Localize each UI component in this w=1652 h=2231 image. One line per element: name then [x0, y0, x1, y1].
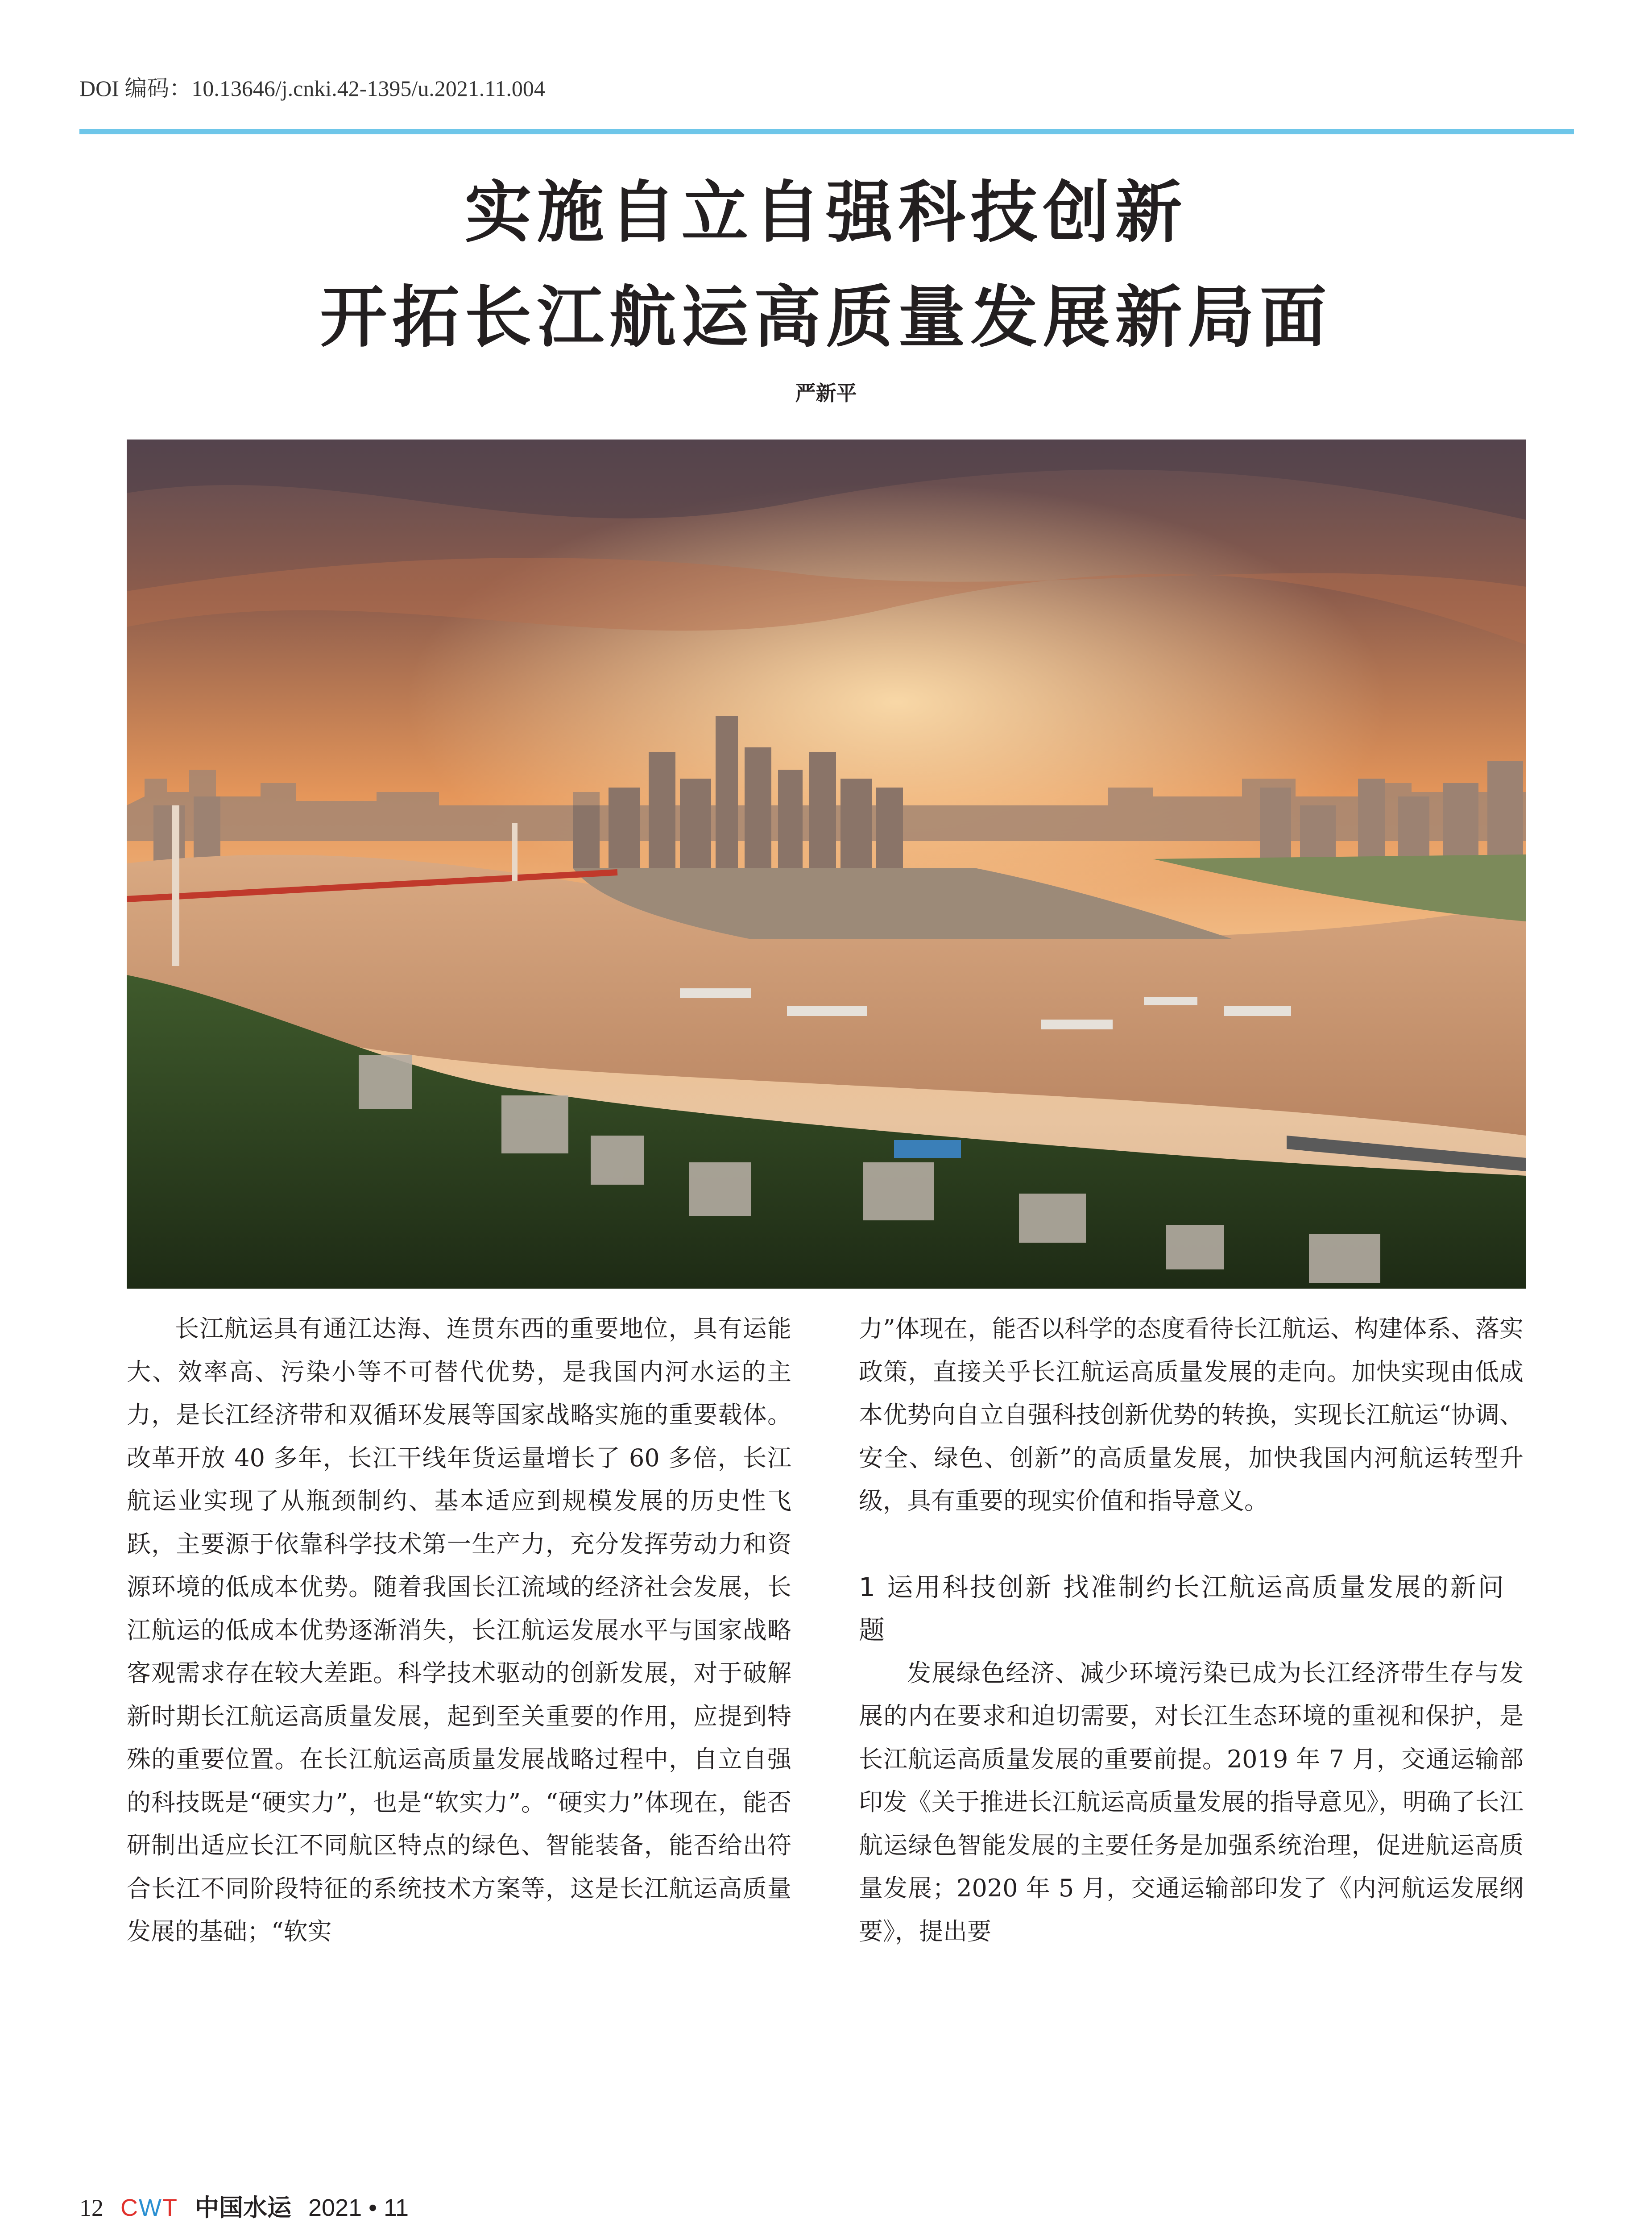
- cwt-logo-t: T: [162, 2194, 178, 2221]
- cwt-logo: [120, 2194, 178, 2222]
- issue-number: 2021 • 11: [308, 2194, 409, 2221]
- yangtze-city-photo: [127, 440, 1526, 1289]
- body-paragraph: 长江航运具有通江达海、连贯东西的重要地位，具有运能大、效率高、污染小等不可替代优势，是我国内河水运的主力，是长江经济带和双循环发展等国家战略实施的重要载体。改革开放 40 多年，长江干线年货运量增长了 60 多倍，长江航运业实现了从瓶颈制约、基本适应到规模发展的历史性飞跃，主要源于依靠科学技术第一生产力，充分发挥劳动力和资源环境的低成本优势。随着我国长江流域的经济社会发展，长江航运的低成本优势逐渐消失，长江航运发展水平与国家战略客观需求存在较大差距。科学技术驱动的创新发展，对于破解新时期长江航运高质量发展，起到至关重要的作用，应提到特殊的重要位置。在长江航运高质量发展战略过程中，自立自强的科技既是“硬实力”，也是“软实力”。“硬实力”体现在，能否研制出适应长江不同航区特点的绿色、智能装备，能否给出符合长江不同阶段特征的系统技术方案等，这是长江航运高质量发展的基础；“软实: [127, 1315, 791, 1945]
- body-paragraph: 力”体现在，能否以科学的态度看待长江航运、构建体系、落实政策，直接关乎长江航运高质量发展的走向。加快实现由低成本优势向自立自强科技创新优势的转换，实现长江航运“协调、安全、绿色、创新”的高质量发展，加快我国内河航运转型升级，具有重要的现实价值和指导意义。: [859, 1315, 1524, 1515]
- header-rule: [79, 129, 1574, 134]
- body-paragraph: 发展绿色经济、减少环境污染已成为长江经济带生存与发展的内在要求和迫切需要，对长江生态环境的重视和保护，是长江航运高质量发展的重要前提。2019 年 7 月，交通运输部印发《关于推进长江航运高质量发展的指导意见》，明确了长江航运绿色智能发展的主要任务是加强系统治理，促进航运高质量发展；2020 年 5 月，交通运输部印发了《内河航运发展纲要》，提出要: [859, 1659, 1524, 1945]
- cwt-logo-c: C: [120, 2194, 139, 2221]
- article-title-line2: 开拓长江航运高质量发展新局面: [320, 278, 1332, 357]
- doi-code: DOI 编码：10.13646/j.cnki.42-1395/u.2021.11.004: [79, 76, 545, 101]
- cwt-logo-w: W: [139, 2194, 162, 2221]
- magazine-name: 中国水运: [195, 2194, 291, 2222]
- page-number: 12: [79, 2194, 104, 2221]
- author-name: 严新平: [795, 381, 857, 405]
- body-column-left: [127, 1307, 791, 1953]
- section-heading: 1 运用科技创新 找准制约长江航运高质量发展的新问题: [859, 1572, 1506, 1645]
- body-column-right: [859, 1307, 1524, 1953]
- paragraph-gap: [859, 1523, 1524, 1566]
- page-footer: [79, 2189, 409, 2223]
- article-title-line1: 实施自立自强科技创新: [464, 173, 1188, 252]
